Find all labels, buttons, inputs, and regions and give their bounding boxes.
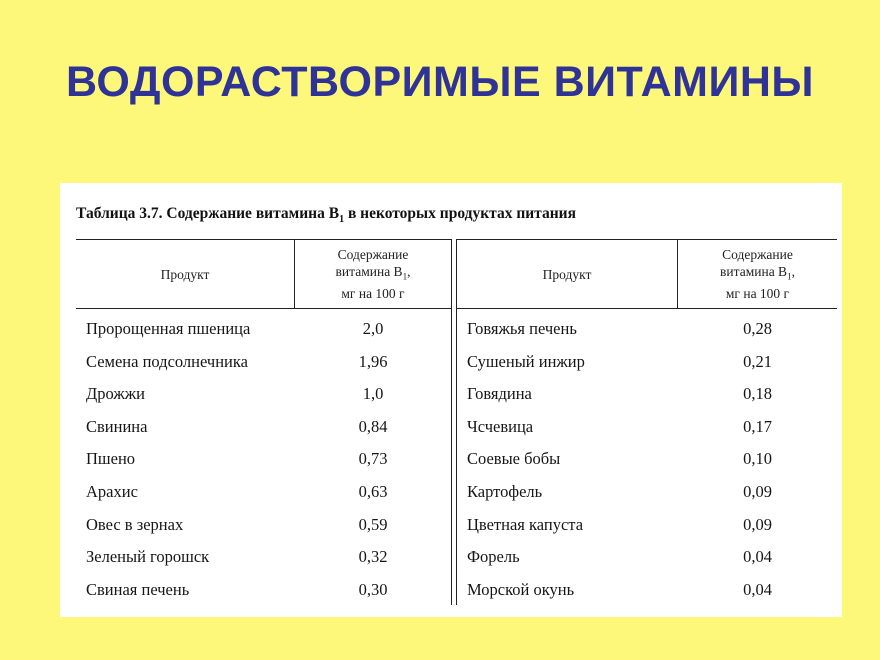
header-content-sub: 1 <box>402 271 408 282</box>
product-name: Цветная капуста <box>467 514 584 534</box>
vitamin-value: 0,18 <box>743 384 772 404</box>
header-content <box>678 240 837 308</box>
product-name: Пшено <box>86 449 136 469</box>
header-product: Продукт <box>457 240 678 308</box>
caption-subscript: 1 <box>339 214 345 226</box>
vitamin-value: 0,84 <box>358 416 388 436</box>
product-name: Овес в зернах <box>86 514 184 534</box>
product-name: Соевые бобы <box>467 449 561 469</box>
vitamin-value: 0,04 <box>743 547 772 567</box>
caption-main: Таблица 3.7. Содержание витамина B <box>76 205 340 222</box>
product-name: Говяжья печень <box>467 319 577 338</box>
product-name: Морской окунь <box>467 579 575 599</box>
header-content <box>295 240 451 308</box>
table-row <box>76 348 451 381</box>
header-content-line3: мг на 100 г <box>725 286 790 302</box>
vitamin-value: 0,21 <box>743 351 772 371</box>
vitamin-value: 0,09 <box>743 514 772 534</box>
header-content-line2: витамина B <box>335 263 403 279</box>
table-row <box>76 445 451 478</box>
table-row <box>76 380 451 413</box>
table-header-row <box>457 239 837 309</box>
scanned-table-image <box>60 183 842 617</box>
table-row <box>76 543 451 576</box>
product-name: Свиная печень <box>86 579 190 599</box>
table-right-half <box>456 239 837 605</box>
table-row <box>457 413 837 446</box>
vitamin-value: 1,96 <box>358 351 388 371</box>
caption-tail: в некоторых продуктах питания <box>344 205 576 222</box>
table-row <box>457 511 837 544</box>
table-row <box>457 445 837 478</box>
product-name: Чсчевица <box>467 416 534 436</box>
vitamin-value: 0,59 <box>358 514 388 534</box>
product-name: Арахис <box>86 481 138 501</box>
vitamin-value: 0,28 <box>743 319 772 338</box>
header-product: Продукт <box>76 240 295 308</box>
table-left-rows <box>76 315 451 608</box>
product-name: Семена подсолнечника <box>86 351 248 371</box>
product-name: Форель <box>467 547 520 567</box>
vitamin-value: 0,04 <box>743 579 772 599</box>
vitamin-value: 0,32 <box>358 547 388 567</box>
table-row <box>457 576 837 609</box>
vitamin-value: 0,09 <box>743 481 772 501</box>
product-name: Зеленый горошск <box>86 547 210 567</box>
table-caption <box>76 205 836 225</box>
product-name: Дрожжи <box>86 384 145 404</box>
table-row <box>76 576 451 609</box>
header-content-tail: , <box>791 263 795 279</box>
header-content-line3: мг на 100 г <box>341 286 405 302</box>
table-right-rows <box>457 315 837 608</box>
table-row <box>76 478 451 511</box>
product-name: Свинина <box>86 416 148 436</box>
header-content-line1: Содержание <box>722 246 793 262</box>
header-content-sub: 1 <box>787 271 792 282</box>
header-content-tail: , <box>407 263 411 279</box>
product-name: Картофель <box>467 481 543 501</box>
vitamin-value: 0,63 <box>358 481 388 501</box>
product-name: Говядина <box>467 384 532 404</box>
vitamin-value: 0,73 <box>358 449 388 469</box>
vitamin-value: 1,0 <box>362 384 384 404</box>
product-name: Пророщенная пшеница <box>86 319 251 338</box>
vitamin-value: 0,30 <box>358 579 388 599</box>
table-header-row <box>76 239 451 309</box>
table-row <box>457 315 837 348</box>
header-content-line2: витамина B <box>720 263 788 279</box>
table-row <box>457 478 837 511</box>
table-row <box>76 511 451 544</box>
table-row <box>457 380 837 413</box>
table-left-half <box>76 239 452 605</box>
vitamin-value: 0,17 <box>743 416 772 436</box>
header-content-line1: Содержание <box>337 246 409 262</box>
table-row <box>76 413 451 446</box>
vitamin-value: 0,10 <box>743 449 772 469</box>
slide-title: ВОДОРАСТВОРИМЫЕ ВИТАМИНЫ <box>65 58 815 106</box>
table-row <box>457 348 837 381</box>
table-row <box>76 315 451 348</box>
table-row <box>457 543 837 576</box>
product-name: Сушеный инжир <box>467 351 585 371</box>
vitamin-value: 2,0 <box>362 319 384 338</box>
